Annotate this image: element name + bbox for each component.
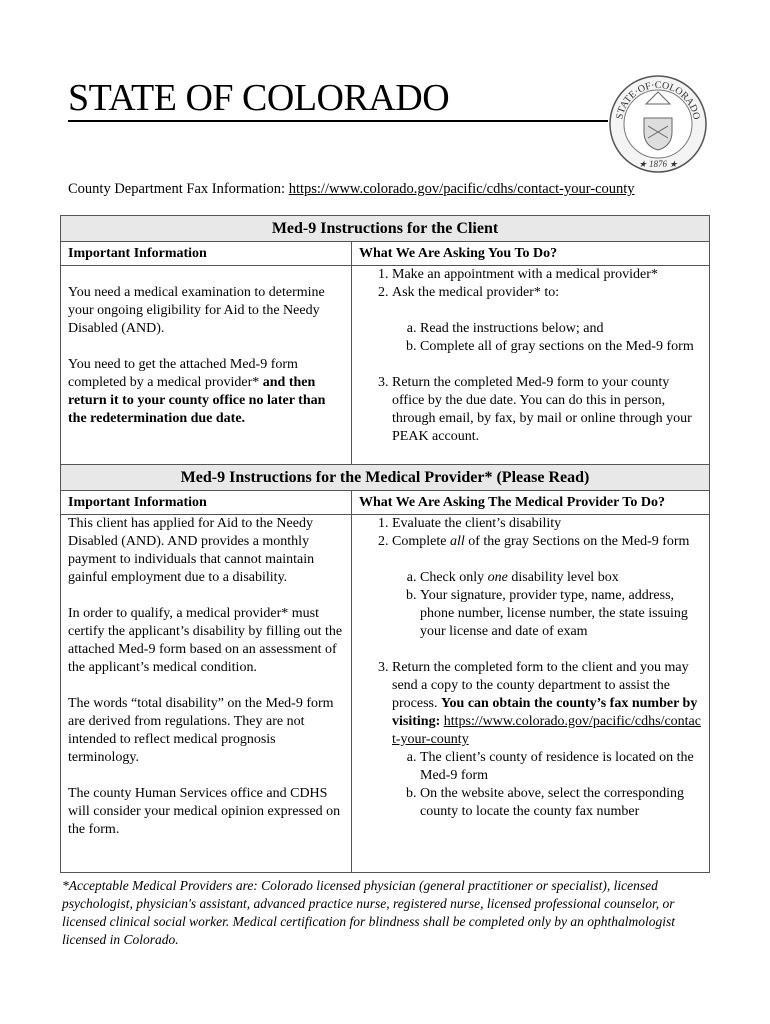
svg-text:STATE·OF·COLORADO: STATE·OF·COLORADO — [614, 79, 702, 121]
provider-step-2a-text-b: disability level box — [507, 570, 619, 585]
client-important-info — [61, 266, 352, 465]
title-rule — [68, 120, 608, 122]
provider-step-2a — [420, 569, 702, 587]
client-info-p1: You need a medical examination to determine your ongoing eligibility for Aid to the Needy Disabled (AND). — [68, 285, 325, 336]
provider-step-2-text-b: of the gray Sections on the Med-9 form — [464, 534, 690, 549]
provider-step-2-em: all — [449, 534, 465, 549]
client-info-p2-bold: and then return it to your county office no later than the redetermination due date. — [68, 375, 326, 426]
provider-steps — [352, 515, 710, 873]
instructions-table — [60, 215, 710, 873]
client-step-2-text: Ask the medical provider* to: — [392, 285, 560, 300]
client-right-header: What We Are Asking You To Do? — [352, 242, 710, 266]
client-steps — [352, 266, 710, 465]
provider-right-header: What We Are Asking The Medical Provider To Do? — [352, 491, 710, 515]
provider-info-p2: In order to qualify, a medical provider* must certify the applicant’s disability by filling out the attached Med-9 form based on an assessment of the applicant’s medical condition. — [68, 606, 343, 675]
provider-important-info — [61, 515, 352, 873]
page-title: STATE OF COLORADO — [68, 77, 450, 119]
provider-step-2 — [392, 533, 702, 659]
client-info-p2 — [68, 356, 344, 428]
client-step-2a: a. Read the instructions below; and — [420, 320, 702, 338]
fax-link[interactable]: https://www.colorado.gov/pacific/cdhs/contact-your-county — [288, 181, 635, 197]
provider-step-3 — [392, 659, 702, 821]
client-left-header: Important Information — [61, 242, 352, 266]
provider-info-p4: The county Human Services office and CDHS will consider your medical opinion expressed on the form. — [68, 786, 341, 837]
provider-step-3b: b. On the website above, select the corresponding county to locate the county fax number — [420, 785, 702, 821]
provider-step-2a-text: Check only — [420, 570, 488, 585]
client-step-3: 3. Return the completed Med-9 form to your county office by the due date. You can do this in person, through email, by fax, by mail or online through your PEAK account. — [392, 374, 702, 446]
provider-section-heading: Med-9 Instructions for the Medical Provider* (Please Read) — [61, 465, 710, 491]
svg-text:★ 1876 ★: ★ 1876 ★ — [638, 159, 678, 169]
fax-label: County Department Fax Information: — [68, 181, 289, 197]
provider-step-2b: b. Your signature, provider type, name, address, phone number, license number, the state issuing your license and date of exam — [420, 587, 702, 641]
provider-step-2-text: Complete — [392, 534, 450, 549]
state-seal-logo — [608, 74, 708, 174]
provider-left-header: Important Information — [61, 491, 352, 515]
provider-step-2a-em: one — [487, 570, 508, 585]
provider-step-3-bold: You can obtain the county’s fax number by visiting: — [392, 696, 698, 729]
provider-step-3-text: Return the completed form to the client and you may send a copy to the county department to assist the process. — [392, 660, 689, 711]
fax-info — [68, 181, 635, 198]
footnote: *Acceptable Medical Providers are: Colorado licensed physician (general practitioner or specialist), licensed psychologist, physician's assistant, advanced practice nurse, registered nurse, licensed professional counselor, or licensed clinical social worker. Medical certification for blindness shall be completed only by an ophthalmologist licensed in Colorado. — [62, 878, 676, 947]
county-contact-link[interactable]: https://www.colorado.gov/pacific/cdhs/contact-your-county — [392, 714, 701, 747]
provider-info-p3: The words “total disability” on the Med-9 form are derived from regulations. They are not intended to reflect medical prognosis terminology. — [68, 696, 334, 765]
provider-info-p1: This client has applied for Aid to the Needy Disabled (AND). AND provides a monthly payment to individuals that cannot maintain gainful employment due to a disability. — [68, 516, 315, 585]
client-step-1: 1. Make an appointment with a medical provider* — [392, 266, 702, 284]
provider-step-1: 1. Evaluate the client’s disability — [392, 515, 702, 533]
client-step-2 — [392, 284, 702, 374]
client-section-heading: Med-9 Instructions for the Client — [61, 216, 710, 242]
client-info-p2-text: You need to get the attached Med-9 form completed by a medical provider* — [68, 357, 298, 390]
provider-step-3a: a. The client’s county of residence is located on the Med-9 form — [420, 749, 702, 785]
client-step-2b: b. Complete all of gray sections on the Med-9 form — [420, 338, 702, 356]
